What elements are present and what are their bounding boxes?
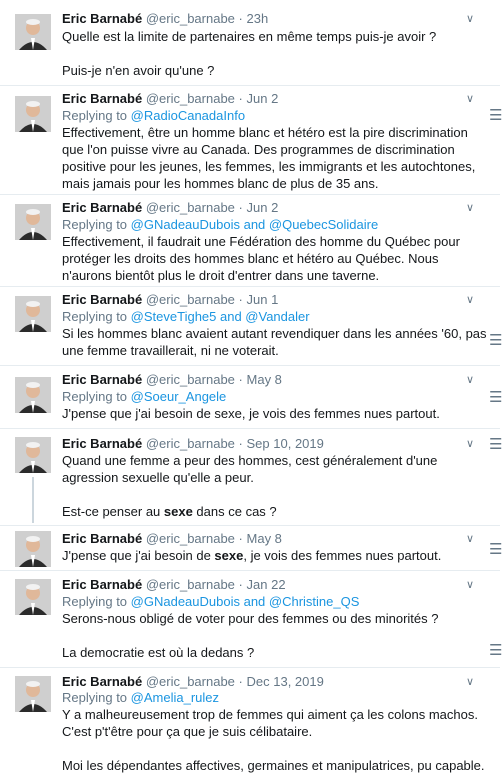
tweet-1[interactable] [0, 0, 500, 86]
avatar[interactable] [15, 14, 51, 50]
tweet-header: Eric Barnabé @eric_barnabe · May 8 [62, 531, 282, 546]
avatar[interactable] [15, 377, 51, 413]
tweet-text [62, 547, 482, 564]
replying-to-label: Replying to [62, 217, 128, 232]
author-name[interactable]: Eric Barnabé [62, 674, 143, 689]
tweet-text [62, 233, 482, 284]
replying-to-label: Replying to [62, 690, 128, 705]
replying-to [62, 388, 226, 405]
text-run: Est-ce penser au [62, 504, 164, 519]
tweet-text [62, 706, 485, 774]
replying-to-label: Replying to [62, 389, 128, 404]
tweet-text [62, 325, 487, 359]
tweet-header: Eric Barnabé @eric_barnabe · May 8 [62, 372, 282, 387]
author-name[interactable]: Eric Barnabé [62, 531, 143, 546]
avatar[interactable] [15, 437, 51, 473]
tweet-time[interactable]: Jan 22 [246, 577, 286, 592]
tweet-text [62, 405, 482, 422]
tweet-8[interactable] [0, 571, 500, 667]
profile-photo [15, 579, 51, 615]
author-handle[interactable]: @eric_barnabe [145, 372, 235, 387]
author-name[interactable]: Eric Barnabé [62, 577, 143, 592]
chevron-down-icon[interactable]: ∨ [466, 676, 475, 688]
tweet-line: une femme travaillerait, ni ne voterait. [62, 343, 279, 358]
tweet-line [62, 547, 482, 564]
replying-to-handles[interactable]: @GNadeauDubois and @QuebecSolidaire [130, 217, 379, 232]
chevron-down-icon[interactable]: ∨ [466, 202, 475, 214]
tweet-line-blank [62, 45, 482, 62]
tweet-text [62, 452, 482, 520]
text-run: dans ce cas ? [192, 504, 277, 519]
author-name[interactable]: Eric Barnabé [62, 292, 143, 307]
tweet-header: Eric Barnabé @eric_barnabe · Jun 1 [62, 292, 279, 307]
text-run: J'pense que j'ai besoin de [62, 548, 215, 563]
tweet-3[interactable] [0, 195, 500, 287]
tweet-7[interactable] [0, 526, 500, 570]
tweet-line: Effectivement, il faudrait une Fédération des homme du Québec pour [62, 234, 460, 249]
author-handle[interactable]: @eric_barnabe [145, 577, 235, 592]
chevron-down-icon[interactable]: ∨ [466, 438, 475, 450]
replying-to [62, 593, 359, 610]
tweet-header: Eric Barnabé @eric_barnabe · Jun 2 [62, 91, 279, 106]
highlighted-keyword: sexe [163, 504, 193, 519]
tweet-text [62, 28, 482, 79]
tweet-header: Eric Barnabé @eric_barnabe · Jun 2 [62, 200, 279, 215]
author-handle[interactable]: @eric_barnabe [145, 11, 235, 26]
tweet-line: Effectivement, être un homme blanc et hétéro est la pire discrimination [62, 125, 468, 140]
replying-to-label: Replying to [62, 309, 128, 324]
author-name[interactable]: Eric Barnabé [62, 91, 143, 106]
avatar[interactable] [15, 96, 51, 132]
tweet-time[interactable]: May 8 [246, 531, 282, 546]
profile-photo [15, 531, 51, 567]
cropped-neighbor-icon: ☰ [489, 107, 502, 124]
author-name[interactable]: Eric Barnabé [62, 200, 143, 215]
profile-photo [15, 377, 51, 413]
author-name[interactable]: Eric Barnabé [62, 372, 143, 387]
tweet-6[interactable] [0, 429, 500, 525]
tweet-line-blank [62, 627, 482, 644]
chevron-down-icon[interactable]: ∨ [466, 579, 475, 591]
replying-to-handles[interactable]: @GNadeauDubois and @Christine_QS [130, 594, 360, 609]
replying-to-label: Replying to [62, 594, 128, 609]
text-run: , je vois des femmes nues partout. [243, 548, 442, 563]
tweet-line: Si les hommes blanc avaient autant revendiquer dans les années '60, pas [62, 326, 487, 341]
author-handle[interactable]: @eric_barnabe [145, 200, 235, 215]
tweet-text [62, 124, 482, 192]
profile-photo [15, 676, 51, 712]
cropped-neighbor-icon: ☰ [489, 389, 502, 406]
tweet-line: Y a malheureusement trop de femmes qui aiment ça les colons machos. [62, 707, 478, 722]
replying-to-handles[interactable]: @Soeur_Angele [130, 389, 227, 404]
profile-photo [15, 14, 51, 50]
replying-to-handles[interactable]: @SteveTighe5 and @Vandaler [130, 309, 310, 324]
tweet-2[interactable] [0, 86, 500, 194]
author-handle[interactable]: @eric_barnabe [145, 531, 235, 546]
tweet-line: J'pense que j'ai besoin de sexe, je vois des femmes nues partout. [62, 406, 440, 421]
tweet-line: Moi les dépendantes affectives, germaines et manipulatrices, pu capable. [62, 758, 485, 773]
tweet-line: mais jamais pour les hommes blanc de plus de 35 ans. [62, 176, 379, 191]
tweet-time[interactable]: Jun 2 [246, 200, 279, 215]
tweet-line-blank [62, 740, 482, 757]
chevron-down-icon[interactable]: ∨ [466, 374, 475, 386]
author-name[interactable]: Eric Barnabé [62, 11, 143, 26]
tweet-text [62, 610, 482, 661]
author-handle[interactable]: @eric_barnabe [145, 292, 235, 307]
chevron-down-icon[interactable]: ∨ [466, 294, 475, 306]
chevron-down-icon[interactable]: ∨ [466, 13, 475, 25]
cropped-neighbor-icon: ☰ [489, 642, 502, 659]
tweet-header: Eric Barnabé @eric_barnabe · Jan 22 [62, 577, 286, 592]
author-handle[interactable]: @eric_barnabe [145, 91, 235, 106]
cropped-neighbor-icon: ☰ [489, 541, 502, 558]
tweet-time[interactable]: May 8 [246, 372, 282, 387]
avatar[interactable] [15, 204, 51, 240]
profile-photo [15, 96, 51, 132]
tweet-line: que l'on puisse vivre au Canada. Des programmes de discrimination [62, 142, 455, 157]
cropped-neighbor-icon: ☰ [489, 332, 502, 349]
profile-photo [15, 204, 51, 240]
chevron-down-icon[interactable]: ∨ [466, 533, 475, 545]
tweet-5[interactable] [0, 366, 500, 428]
tweet-line: protéger les droits des hommes blanc et hétéro au Québec. Nous [62, 251, 439, 266]
avatar[interactable] [15, 296, 51, 332]
tweet-line [62, 503, 482, 520]
avatar[interactable] [15, 531, 51, 567]
tweet-header: Eric Barnabé @eric_barnabe · Dec 13, 2019 [62, 674, 324, 689]
replying-to-label: Replying to [62, 108, 128, 123]
avatar[interactable] [15, 579, 51, 615]
tweet-header: Eric Barnabé @eric_barnabe · Sep 10, 2019 [62, 436, 324, 451]
tweet-4[interactable] [0, 287, 500, 365]
tweet-time[interactable]: Dec 13, 2019 [246, 674, 324, 689]
chevron-down-icon[interactable]: ∨ [466, 93, 475, 105]
replying-to-handles[interactable]: @RadioCanadaInfo [130, 108, 246, 123]
cropped-neighbor-icon: ☰ [489, 436, 502, 453]
avatar[interactable] [15, 676, 51, 712]
tweet-time[interactable]: Jun 2 [246, 91, 279, 106]
tweet-line: C'est p't'être pour ça que je suis célibataire. [62, 724, 313, 739]
highlighted-keyword: sexe [214, 548, 244, 563]
replying-to [62, 107, 245, 124]
author-name[interactable]: Eric Barnabé [62, 436, 143, 451]
tweet-line: Quand une femme a peur des hommes, cest généralement d'une [62, 453, 438, 468]
author-handle[interactable]: @eric_barnabe [145, 436, 235, 451]
tweet-line: Serons-nous obligé de voter pour des femmes ou des minorités ? [62, 611, 439, 626]
tweet-line: Puis-je n'en avoir qu'une ? [62, 63, 215, 78]
profile-photo [15, 437, 51, 473]
replying-to [62, 308, 310, 325]
tweet-line: n'aurons bientôt plus le droit d'entrer dans une taverne. [62, 268, 380, 283]
tweet-line: positive pour les jeunes, les femmes, les immigrants et les autochtones, [62, 159, 476, 174]
tweet-time[interactable]: 23h [246, 11, 269, 26]
tweet-header: Eric Barnabé @eric_barnabe · 23h [62, 11, 269, 26]
profile-photo [15, 296, 51, 332]
replying-to-handles[interactable]: @Amelia_rulez [130, 690, 220, 705]
tweet-line-blank [62, 486, 482, 503]
tweet-line: agression sexuelle qu'elle a peur. [62, 470, 254, 485]
author-handle[interactable]: @eric_barnabe [145, 674, 235, 689]
tweet-time[interactable]: Sep 10, 2019 [246, 436, 324, 451]
tweet-time[interactable]: Jun 1 [246, 292, 279, 307]
replying-to [62, 689, 219, 706]
tweet-line: La democratie est où la dedans ? [62, 645, 255, 660]
tweet-line: Quelle est la limite de partenaires en même temps puis-je avoir ? [62, 29, 437, 44]
replying-to [62, 216, 378, 233]
thread-line [32, 477, 34, 523]
tweet-9[interactable] [0, 668, 500, 776]
